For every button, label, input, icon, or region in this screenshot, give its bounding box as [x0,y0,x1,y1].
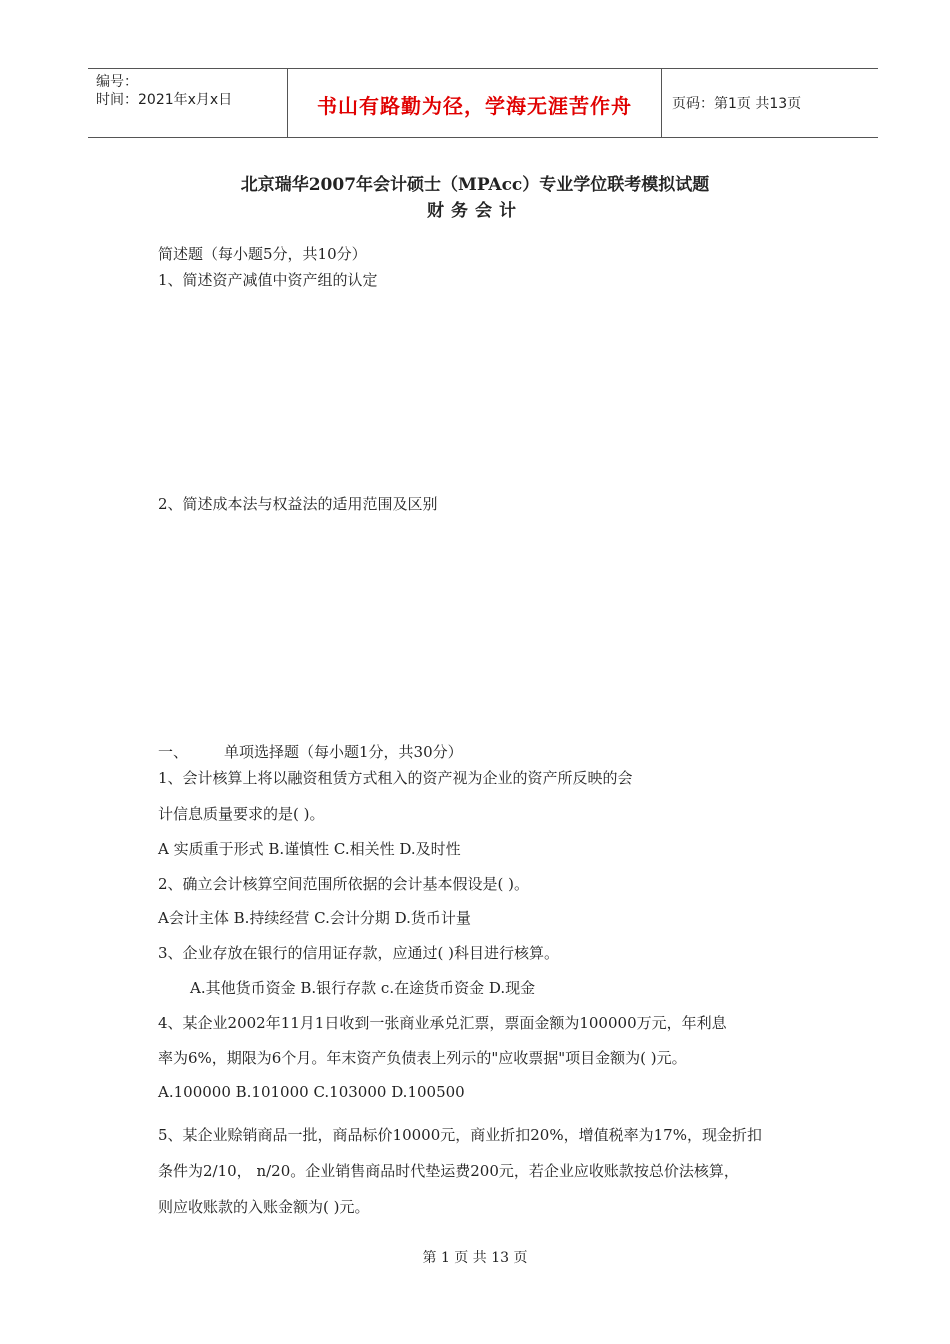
header-meta [88,69,288,137]
header-motto: 书山有路勤为径，学海无涯苦作舟 [288,69,662,137]
header-page-info: 页码：第1页 共13页 [672,96,802,112]
question-3-options: A.其他货币资金 B.银行存款 c.在途货币资金 D.现金 [190,979,536,997]
question-1-line-2: 计信息质量要求的是( )。 [158,805,325,823]
document-title: 北京瑞华2007年会计硕士（MPAcc）专业学位联考模拟试题 [240,175,710,195]
question-4-line-1: 4、某企业2002年11月1日收到一张商业承兑汇票，票面金额为100000万元，年利息 [158,1014,727,1032]
page-footer: 第 1 页 共 13 页 [422,1250,528,1266]
number-label: 编号： [96,74,138,90]
question-5-line-3: 则应收账款的入账金额为( )元。 [158,1198,370,1216]
document-subtitle: 财务会计 [427,201,523,221]
question-1-line-1: 1、会计核算上将以融资租赁方式租入的资产视为企业的资产所反映的会 [158,769,633,787]
section-number: 一、 [158,743,189,761]
time-label: 时间：2021年x月x日 [96,92,233,108]
single-choice-heading: 单项选择题（每小题1分，共30分） [224,743,463,761]
page-header [88,68,878,138]
question-5-line-1: 5、某企业赊销商品一批，商品标价10000元，商业折扣20%，增值税率为17%，现金折扣 [158,1126,762,1144]
short-answer-q1: 1、简述资产减值中资产组的认定 [158,271,378,289]
short-answer-q2: 2、简述成本法与权益法的适用范围及区别 [158,495,438,513]
question-2-options: A会计主体 B.持续经营 C.会计分期 D.货币计量 [158,909,471,927]
question-4-options: A.100000 B.101000 C.103000 D.100500 [158,1083,465,1101]
question-2: 2、确立会计核算空间范围所依据的会计基本假设是( )。 [158,875,530,893]
question-3: 3、企业存放在银行的信用证存款，应通过( )科目进行核算。 [158,944,560,962]
question-1-options: A 实质重于形式 B.谨慎性 C.相关性 D.及时性 [158,840,461,858]
short-answer-heading: 简述题（每小题5分，共10分） [158,245,367,263]
question-5-line-2: 条件为2/10， n/20。企业销售商品时代垫运费200元，若企业应收账款按总价法核算， [158,1162,739,1180]
single-choice-heading-row [158,741,463,762]
question-4-line-2: 率为6%，期限为6个月。年末资产负债表上列示的"应收票据"项目金额为( )元。 [158,1049,687,1067]
